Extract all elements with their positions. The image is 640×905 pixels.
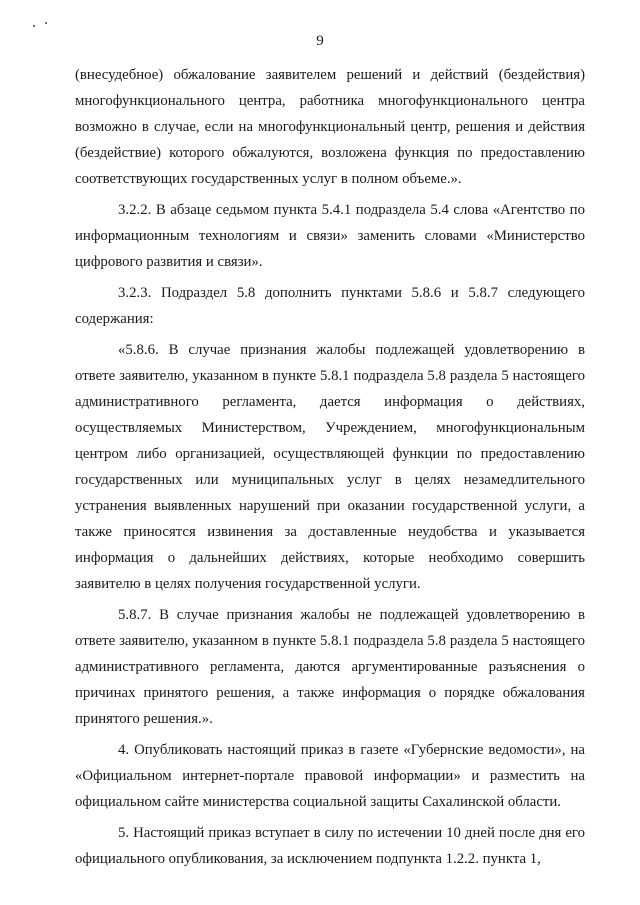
paragraph-5-8-7: 5.8.7. В случае признания жалобы не подлежащей удовлетворению в ответе заявителю, указанном в пункте 5.8.1 подраздела 5.8 раздела 5 настоящего административного регламента, даются аргументированные разъяснения о причинах принятого решения, а также информация о порядке обжалования принятого решения.». — [75, 607, 585, 727]
paragraph-5: 5. Настоящий приказ вступает в силу по истечении 10 дней после дня его официального опубликования, за исключением подпункта 1.2.2. пункта 1, — [75, 825, 585, 867]
document-body — [75, 62, 585, 877]
paragraph-3-2-3: 3.2.3. Подраздел 5.8 дополнить пунктами 5.8.6 и 5.8.7 следующего содержания: — [75, 285, 585, 327]
paragraph-5-8-6: «5.8.6. В случае признания жалобы подлежащей удовлетворению в ответе заявителю, указанном в пункте 5.8.1 подраздела 5.8 раздела 5 настоящего административного регламента, дается информация о действиях, осуществляемых Министерством, Учреждением, многофункциональным центром либо организацией, осуществляющей функции по предоставлению государственных или муниципальных услуг в целях незамедлительного устранения выявленных нарушений при оказании государственной услуги, а также приносятся извинения за доставленные неудобства и указывается информация о дальнейших действиях, которые необходимо совершить заявителю в целях получения государственной услуги. — [75, 342, 585, 592]
paragraph-3-2-2: 3.2.2. В абзаце седьмом пункта 5.4.1 подраздела 5.4 слова «Агентство по информационным технологиям и связи» заменить словами «Министерство цифрового развития и связи». — [75, 202, 585, 270]
scan-specks — [32, 20, 52, 30]
page-number: 9 — [316, 33, 324, 49]
paragraph-continuation: (внесудебное) обжалование заявителем решений и действий (бездействия) многофункционального центра, работника многофункционального центра возможно в случае, если на многофункциональный центр, решения и действия (бездействие) которого обжалуются, возложена функция по предоставлению соответствующих государственных услуг в полном объеме.». — [75, 67, 585, 187]
paragraph-4: 4. Опубликовать настоящий приказ в газете «Губернские ведомости», на «Официальном интернет-портале правовой информации» и разместить на официальном сайте министерства социальной защиты Сахалинской области. — [75, 742, 585, 810]
